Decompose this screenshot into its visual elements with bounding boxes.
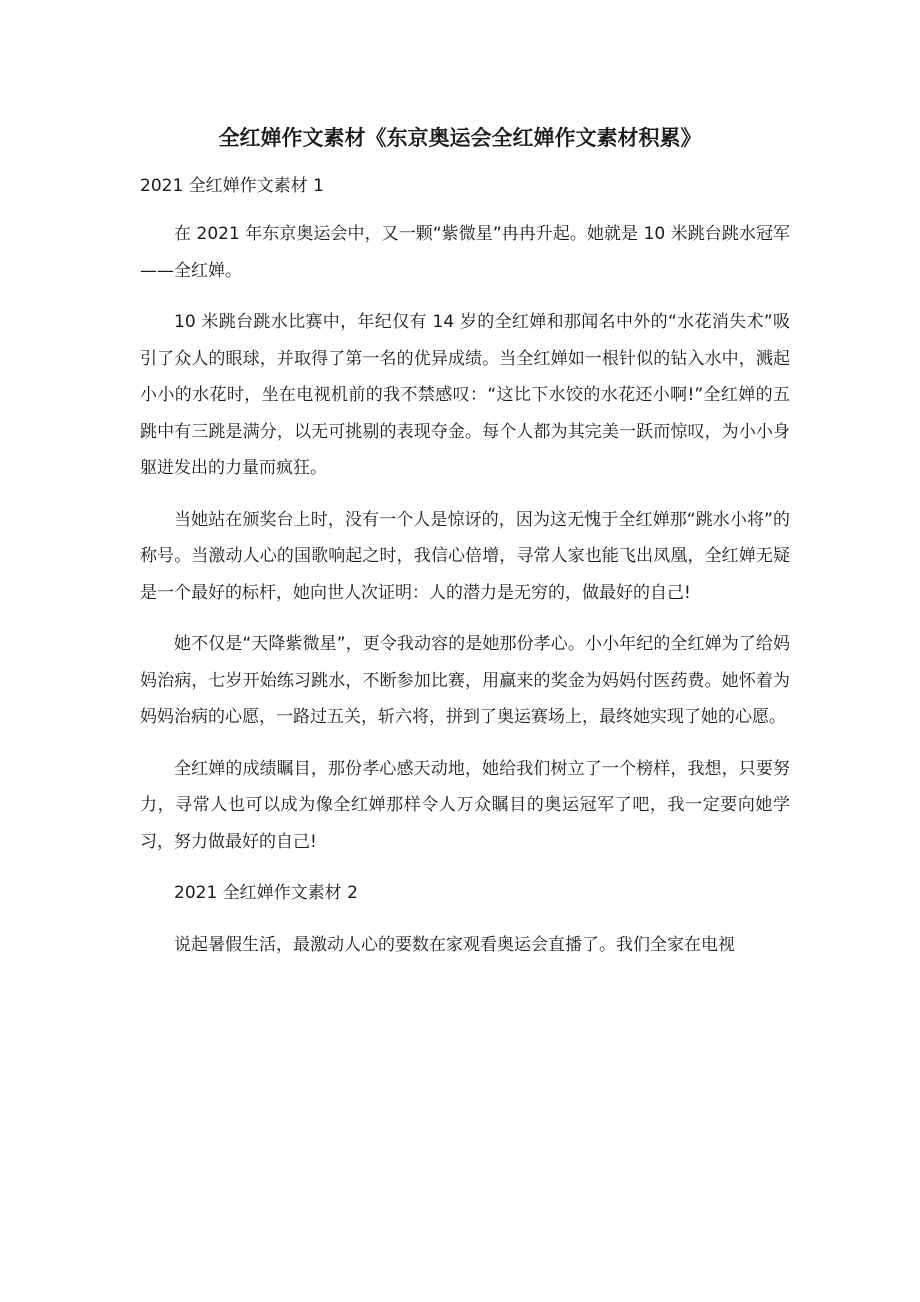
document-title: 全红婵作文素材《东京奥运会全红婵作文素材积累》	[218, 126, 702, 150]
paragraph-6: 说起暑假生活，最激动人心的要数在家观看奥运会直播了。我们全家在电视	[174, 934, 735, 955]
paragraph-2: 10 米跳台跳水比赛中，年纪仅有 14 岁的全红婵和那闻名中外的“水花消失术”吸引了众人的眼球，并取得了第一名的优异成绩。当全红婵如一根针似的钻入水中，溅起小小的水花时，坐在电视机前的我不禁感叹：“这比下水饺的水花还小啊!”全红婵的五跳中有三跳是满分，以无可挑剔的表现夺金。每个人都为其完美一跃而惊叹，为小小身躯迸发出的力量而疯狂。	[140, 312, 790, 478]
paragraph-1: 在 2021 年东京奥运会中，又一颗“紫微星”冉冉升起。她就是 10 米跳台跳水冠军——全红婵。	[140, 224, 790, 281]
paragraph-3: 当她站在颁奖台上时，没有一个人是惊讶的，因为这无愧于全红婵那“跳水小将”的称号。当激动人心的国歌响起之时，我信心倍增，寻常人家也能飞出凤凰，全红婵无疑是一个最好的标杆，她向世人次证明：人的潜力是无穷的，做最好的自己!	[140, 509, 790, 603]
document-body	[140, 216, 790, 978]
paragraph-4: 她不仅是“天降紫微星”，更令我动容的是她那份孝心。小小年纪的全红婵为了给妈妈治病，七岁开始练习跳水，不断参加比赛，用赢来的奖金为妈妈付医药费。她怀着为妈妈治病的心愿，一路过五关，斩六将，拼到了奥运赛场上，最终她实现了她的心愿。	[140, 634, 790, 727]
paragraph-5: 全红婵的成绩瞩目，那份孝心感天动地，她给我们树立了一个榜样，我想，只要努力，寻常人也可以成为像全红婵那样令人万众瞩目的奥运冠军了吧，我一定要向她学习，努力做最好的自己!	[140, 758, 790, 852]
section-heading-1: 2021 全红婵作文素材 1	[140, 176, 324, 196]
section-heading-2: 2021 全红婵作文素材 2	[174, 883, 358, 903]
